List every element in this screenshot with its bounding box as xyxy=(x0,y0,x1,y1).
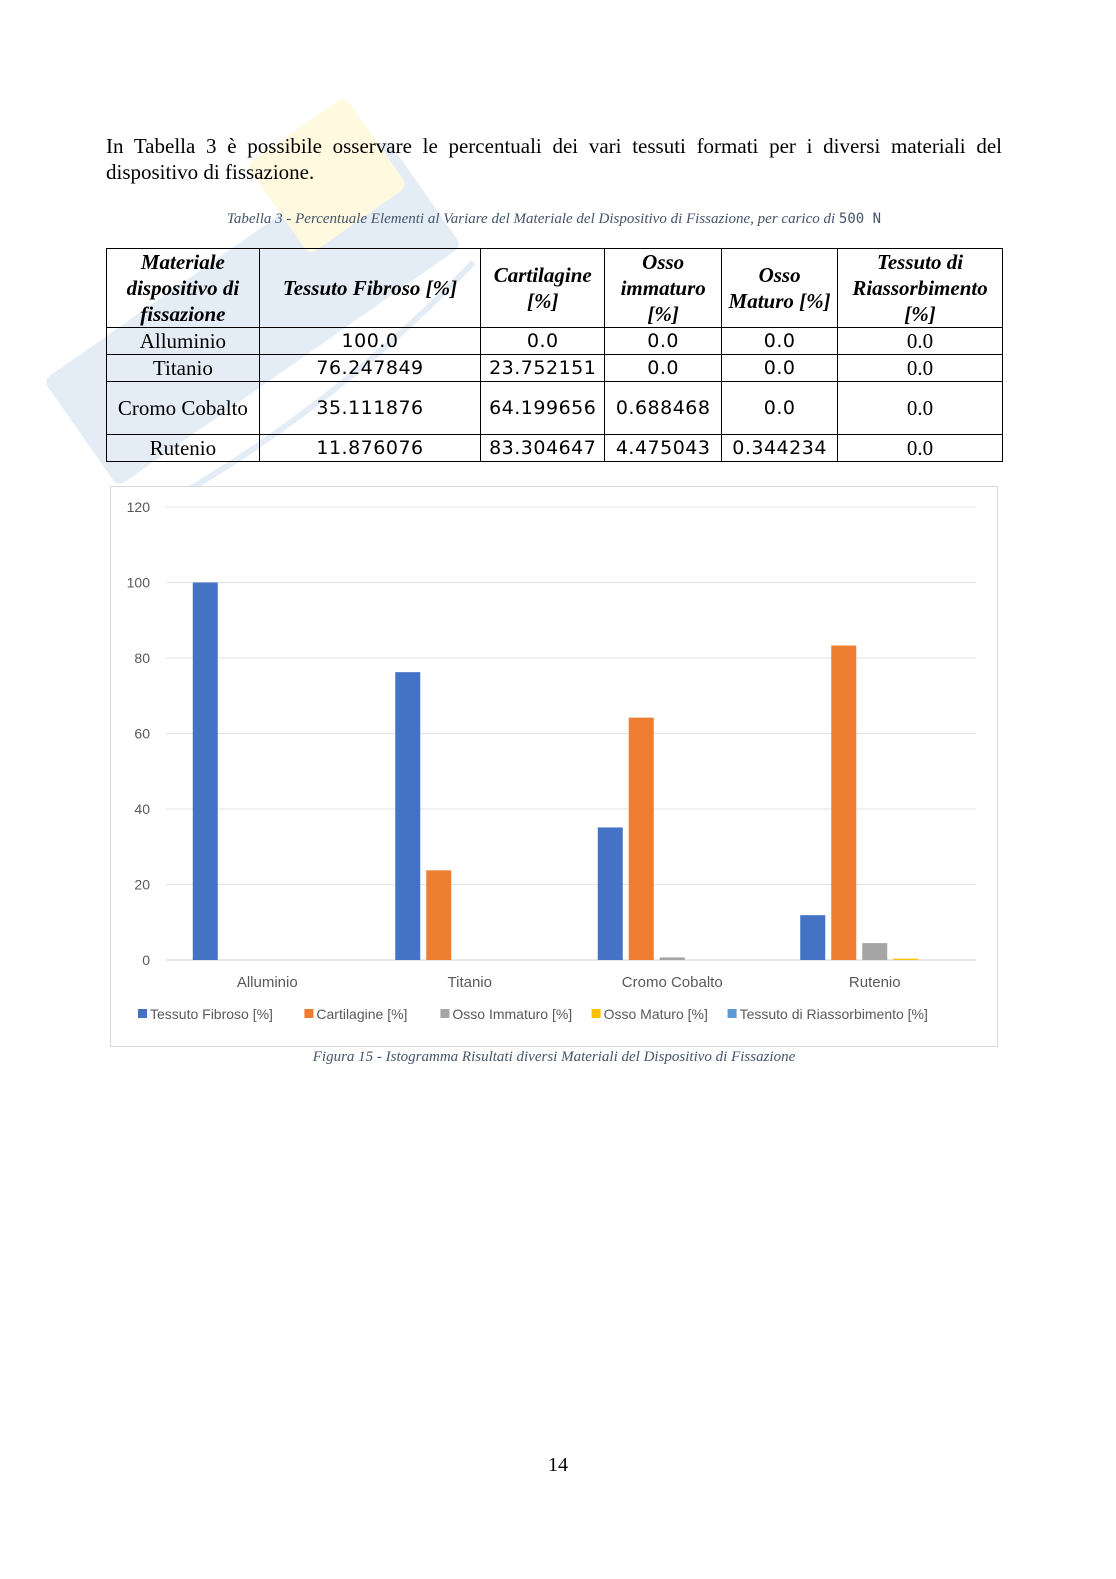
table-row xyxy=(107,435,1003,462)
cell-value: 83.304647 xyxy=(481,435,605,462)
cell-material: Titanio xyxy=(107,355,260,382)
table-caption-text: Tabella 3 - Percentuale Elementi al Variare del Materiale del Dispositivo di Fissazione, per carico di xyxy=(226,211,839,227)
bar xyxy=(395,672,420,960)
bar xyxy=(893,959,918,960)
cell-value: 0.0 xyxy=(722,382,838,435)
figure-caption: Figura 15 - Istogramma Risultati diversi Materiali del Dispositivo di Fissazione xyxy=(312,1049,796,1065)
cell-value: 64.199656 xyxy=(481,382,605,435)
table-row xyxy=(107,382,1003,435)
legend-swatch xyxy=(728,1009,737,1018)
legend-label: Osso Maturo [%] xyxy=(603,1006,708,1022)
table-row xyxy=(107,328,1003,355)
legend-label: Cartilagine [%] xyxy=(316,1006,408,1022)
cell-value: 0.0 xyxy=(838,355,1003,382)
cell-value: 0.0 xyxy=(481,328,605,355)
table-caption-unit: 500 N xyxy=(838,211,882,227)
header-material: Materiale dispositivo di fissazione xyxy=(107,249,260,328)
cell-value: 0.344234 xyxy=(722,435,838,462)
bar xyxy=(660,957,685,960)
cell-material: Rutenio xyxy=(107,435,260,462)
cell-material: Alluminio xyxy=(107,328,260,355)
legend-swatch xyxy=(592,1009,601,1018)
bar xyxy=(193,583,218,961)
cell-value: 100.0 xyxy=(259,328,481,355)
bar xyxy=(800,915,825,960)
x-category-label: Cromo Cobalto xyxy=(621,974,723,991)
bar xyxy=(426,870,451,960)
legend-swatch xyxy=(138,1009,147,1018)
cell-value: 0.0 xyxy=(722,355,838,382)
cell-value: 35.111876 xyxy=(259,382,481,435)
bar xyxy=(598,827,623,960)
y-tick-label: 120 xyxy=(126,499,150,515)
bar xyxy=(629,718,654,960)
y-tick-label: 40 xyxy=(134,801,150,817)
page-number: 14 xyxy=(548,1454,568,1476)
table-caption xyxy=(106,211,1002,228)
x-category-label: Titanio xyxy=(447,974,492,991)
cell-value: 0.0 xyxy=(838,435,1003,462)
y-tick-label: 60 xyxy=(134,725,150,742)
x-category-label: Alluminio xyxy=(236,974,298,991)
y-tick-label: 100 xyxy=(126,574,150,591)
header-cartilage: Cartilagine [%] xyxy=(481,249,605,328)
y-tick-label: 80 xyxy=(134,650,150,666)
y-tick-label: 20 xyxy=(134,876,150,893)
legend-swatch xyxy=(304,1009,313,1018)
bar xyxy=(831,646,856,960)
results-table xyxy=(106,248,1003,462)
cell-value: 0.688468 xyxy=(605,382,722,435)
cell-value: 23.752151 xyxy=(481,355,605,382)
cell-value: 4.475043 xyxy=(605,435,722,462)
header-fibrous: Tessuto Fibroso [%] xyxy=(259,249,481,328)
cell-value: 0.0 xyxy=(605,328,722,355)
bar-chart xyxy=(110,486,998,1047)
header-mature-bone: Osso Maturo [%] xyxy=(722,249,838,328)
cell-value: 0.0 xyxy=(605,355,722,382)
bar-chart-svg xyxy=(111,487,997,1046)
legend-label: Tessuto Fibroso [%] xyxy=(150,1006,273,1022)
header-immature-bone: Osso immaturo [%] xyxy=(605,249,722,328)
bar xyxy=(862,943,887,960)
header-resorption: Tessuto di Riassorbimento [%] xyxy=(838,249,1003,328)
legend-label: Tessuto di Riassorbimento [%] xyxy=(739,1006,928,1022)
body-paragraph: In Tabella 3 è possibile osservare le percentuali dei vari tessuti formati per i diversi materiali del dispositivo di fissazione. xyxy=(106,134,1002,184)
cell-value: 0.0 xyxy=(838,382,1003,435)
cell-value: 11.876076 xyxy=(259,435,481,462)
cell-material: Cromo Cobalto xyxy=(107,382,260,435)
table-header-row xyxy=(107,249,1003,328)
cell-value: 0.0 xyxy=(722,328,838,355)
x-category-label: Rutenio xyxy=(848,974,901,991)
y-tick-label: 0 xyxy=(142,952,150,968)
cell-value: 0.0 xyxy=(838,328,1003,355)
table-row xyxy=(107,355,1003,382)
legend-swatch xyxy=(440,1009,449,1018)
legend-label: Osso Immaturo [%] xyxy=(452,1006,573,1022)
cell-value: 76.247849 xyxy=(259,355,481,382)
